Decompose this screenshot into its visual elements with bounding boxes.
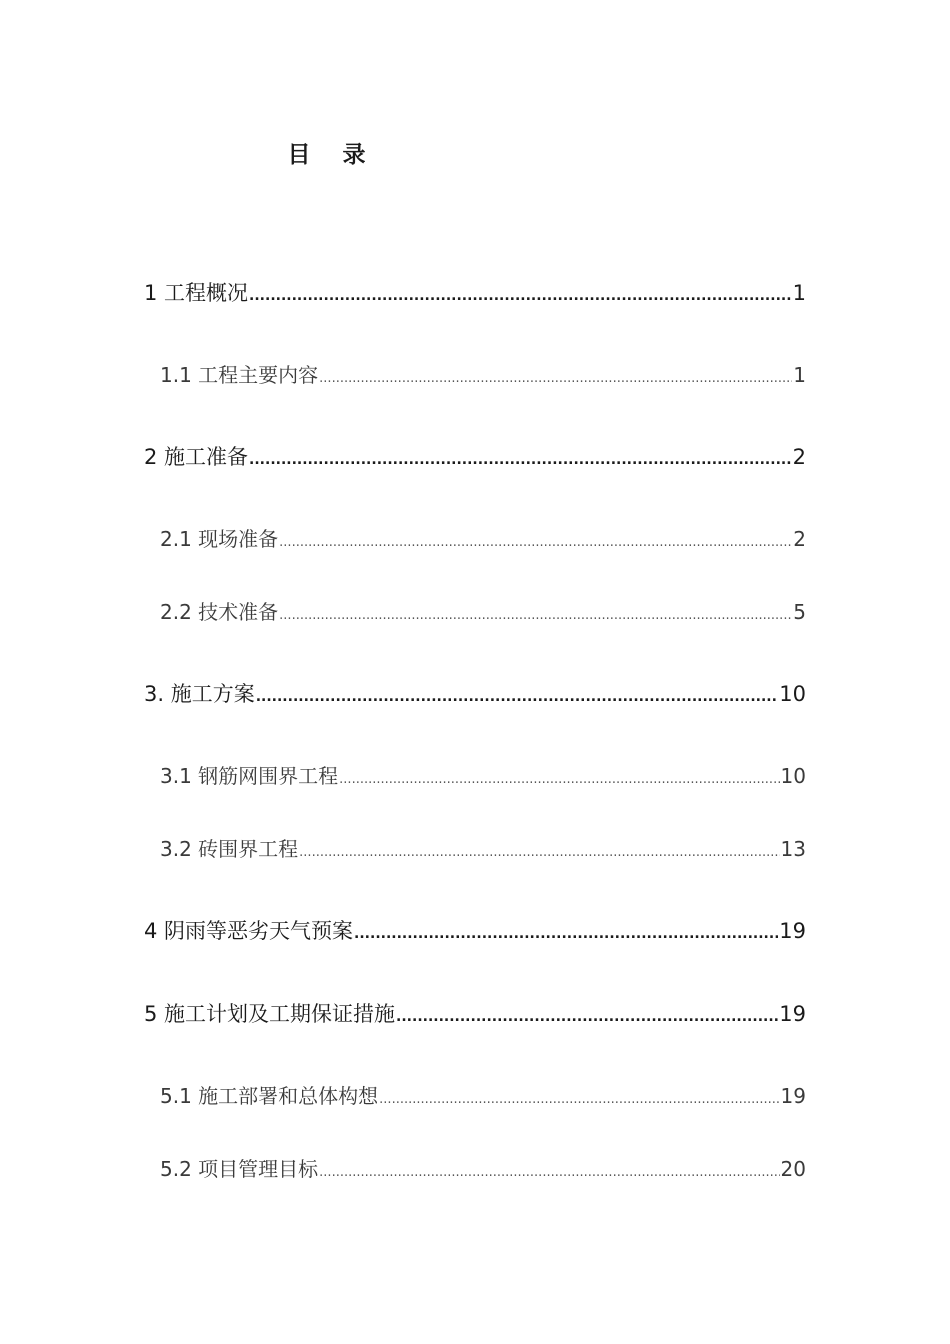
toc-leader-dots bbox=[339, 765, 779, 795]
toc-entry-page: 13 bbox=[780, 837, 806, 861]
toc-entry[interactable] bbox=[144, 442, 806, 472]
toc-leader-dots bbox=[279, 601, 792, 631]
toc-entry[interactable] bbox=[144, 278, 806, 308]
toc-entry-page: 2 bbox=[792, 445, 806, 469]
toc-entry[interactable] bbox=[160, 834, 806, 864]
toc-entry-page: 19 bbox=[779, 919, 806, 943]
toc-entry[interactable] bbox=[160, 1154, 806, 1184]
toc-entry-label: 5.1 施工部署和总体构想 bbox=[160, 1084, 379, 1108]
toc-entry-page: 19 bbox=[780, 1084, 806, 1108]
toc-entry-page: 2 bbox=[793, 527, 806, 551]
toc-entry-page: 19 bbox=[779, 1002, 806, 1026]
toc-entry[interactable] bbox=[160, 597, 806, 627]
toc-leader-dots bbox=[249, 445, 792, 475]
toc-leader-dots bbox=[319, 364, 792, 394]
toc-entry-label: 5.2 项目管理目标 bbox=[160, 1157, 319, 1181]
toc-entry-page: 5 bbox=[793, 600, 806, 624]
toc-entry-label: 1.1 工程主要内容 bbox=[160, 363, 319, 387]
toc-entry-label: 2.1 现场准备 bbox=[160, 527, 279, 551]
toc-entry-label: 1 工程概况 bbox=[144, 281, 249, 305]
toc-entry-label: 4 阴雨等恶劣天气预案 bbox=[144, 919, 354, 943]
toc-entry-label: 3.1 钢筋网围界工程 bbox=[160, 764, 339, 788]
toc-entry-page: 1 bbox=[792, 281, 806, 305]
toc-entry-label: 5 施工计划及工期保证措施 bbox=[144, 1002, 396, 1026]
toc-entry[interactable] bbox=[160, 524, 806, 554]
toc-entry[interactable] bbox=[144, 999, 806, 1029]
toc-leader-dots bbox=[354, 919, 778, 949]
toc-entry-page: 1 bbox=[793, 363, 806, 387]
toc-entry-label: 3.2 砖围界工程 bbox=[160, 837, 299, 861]
toc-entry-label: 3. 施工方案 bbox=[144, 682, 255, 706]
toc-leader-dots bbox=[256, 682, 779, 712]
toc-entry[interactable] bbox=[160, 1081, 806, 1111]
toc-leader-dots bbox=[379, 1085, 779, 1115]
toc-leader-dots bbox=[249, 281, 792, 311]
toc-entry-page: 20 bbox=[780, 1157, 806, 1181]
toc-title: 目 录 bbox=[287, 142, 378, 168]
toc-entry[interactable] bbox=[144, 916, 806, 946]
toc-leader-dots bbox=[319, 1158, 779, 1188]
toc-entry-label: 2.2 技术准备 bbox=[160, 600, 279, 624]
toc-leader-dots bbox=[279, 528, 792, 558]
toc-entry-label: 2 施工准备 bbox=[144, 445, 249, 469]
toc-leader-dots bbox=[299, 838, 779, 868]
toc-entry[interactable] bbox=[144, 679, 806, 709]
toc-entry[interactable] bbox=[160, 360, 806, 390]
toc-entry[interactable] bbox=[160, 761, 806, 791]
toc-entry-page: 10 bbox=[780, 764, 806, 788]
toc-entry-page: 10 bbox=[779, 682, 806, 706]
toc-leader-dots bbox=[396, 1002, 778, 1032]
